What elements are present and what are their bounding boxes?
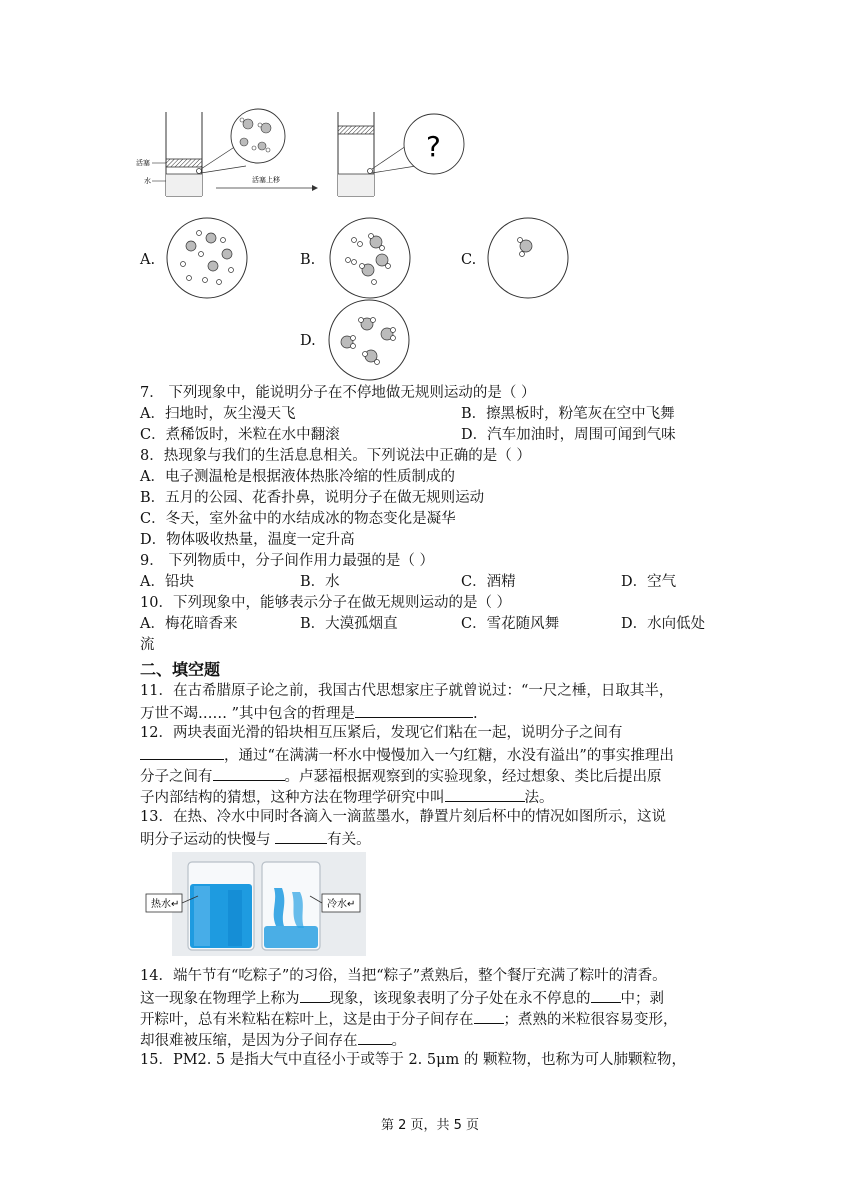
q14-text-3a: 开粽叶，总有米粒粘在粽叶上，这是由于分子间存在 (140, 1012, 474, 1028)
q12-text-3b: 。卢瑟福根据观察到的实验现象，经过想象、类比后提出原 (284, 769, 662, 785)
q11-text: 万世不竭…… ”其中包含的哲理是 (140, 706, 356, 722)
piston-label: 活塞 (136, 159, 150, 167)
piston-experiment-figure (136, 108, 476, 200)
q12-answer-blank-3[interactable] (445, 786, 525, 802)
q12-line-2 (140, 744, 674, 766)
page-footer: 第 2 页，共 5 页 (380, 1118, 480, 1133)
q14-answer-blank-1[interactable] (300, 987, 330, 1003)
q14-answer-blank-4[interactable] (358, 1029, 392, 1045)
q6-option-c-diagram (486, 216, 570, 300)
q13-text-2a: 明分子运动的快慢与 (140, 832, 276, 848)
q6-option-a-diagram (165, 216, 249, 300)
ink-diffusion-photo (142, 852, 366, 956)
q12-answer-blank-2[interactable] (213, 765, 285, 781)
q10-option-c: C．雪花随风舞 (461, 616, 560, 632)
q8-option-a: A．电子测温枪是根据液体热胀冷缩的性质制成的 (140, 469, 455, 485)
q12-text-3a: 分子之间有 (140, 769, 213, 785)
q13-text-2b: 有关。 (327, 832, 371, 848)
q7-option-d: D．汽车加油时，周围可闻到气味 (461, 427, 676, 443)
q11-line-1: 11．在古希腊原子论之前，我国古代思想家庄子就曾说过：“一尺之棰，日取其半， (140, 683, 674, 699)
q13-answer-blank[interactable] (275, 828, 327, 844)
q6-option-b-label: B. (300, 252, 316, 268)
q8-option-d: D．物体吸收热量，温度一定升高 (140, 532, 355, 548)
q9-option-a: A．铅块 (140, 574, 194, 590)
q12-answer-blank-1[interactable] (140, 744, 224, 760)
q6-option-b-diagram (328, 216, 412, 300)
q8-option-b: B．五月的公园、花香扑鼻，说明分子在做无规则运动 (140, 490, 485, 506)
q11-answer-blank[interactable] (355, 702, 473, 718)
q6-option-a-label: A. (140, 252, 156, 268)
q8-option-c: C．冬天，室外盆中的水结成冰的物态变化是凝华 (140, 511, 456, 527)
q10-option-d-continued: 流 (140, 637, 155, 653)
q8-stem: 8．热现象与我们的生活息息相关。下列说法中正确的是（ ） (140, 448, 531, 464)
water-label: 水 (144, 177, 151, 185)
q12-text-4a: 子内部结构的猜想，这种方法在物理学研究中叫 (140, 790, 445, 806)
q12-text-2: ，通过“在满满一杯水中慢慢加入一勺红糖，水没有溢出”的事实推理出 (224, 748, 674, 764)
q12-line-3 (140, 765, 662, 787)
q10-option-b: B．大漠孤烟直 (300, 616, 398, 632)
q6-option-d-label: D. (300, 333, 316, 349)
q14-text-3b: ；煮熟的米粒很容易变形， (503, 1012, 678, 1028)
q14-text-2c: 中；剥 (620, 991, 664, 1007)
q9-stem: 9． 下列物质中，分子间作用力最强的是（ ） (140, 553, 434, 569)
q7-option-a: A．扫地时，灰尘漫天飞 (140, 406, 296, 422)
q10-stem: 10．下列现象中，能够表示分子在做无规则运动的是（ ） (140, 595, 512, 611)
q9-option-c: C．酒精 (461, 574, 516, 590)
q6-option-c-label: C. (461, 252, 477, 268)
q14-answer-blank-2[interactable] (591, 987, 621, 1003)
q14-answer-blank-3[interactable] (474, 1008, 504, 1024)
q9-option-d: D．空气 (621, 574, 677, 590)
q10-option-d: D．水向低处 (621, 616, 706, 632)
cold-water-label: 冷水↵ (327, 899, 356, 910)
q14-text-4b: 。 (391, 1033, 406, 1049)
q15-line-1: 15．PM2. 5 是指大气中直径小于或等于 2. 5μm 的 颗粒物，也称为可人肺颗粒物， (140, 1052, 686, 1068)
hot-water-label: 热水↵ (151, 899, 180, 910)
q14-line-1: 14．端午节有“吃粽子”的习俗，当把“粽子”煮熟后，整个餐厅充满了粽叶的清香。 (140, 968, 667, 984)
q14-line-4 (140, 1029, 406, 1051)
section-heading-fill-in: 二、填空题 (140, 660, 221, 679)
q14-line-2 (140, 987, 664, 1009)
q13-line-2 (140, 828, 371, 850)
q6-option-d-diagram (327, 298, 411, 382)
q11-line-2 (140, 702, 478, 724)
q12-line-1: 12．两块表面光滑的铅块相互压紧后，发现它们粘在一起，说明分子之间有 (140, 725, 623, 741)
q14-line-3 (140, 1008, 678, 1030)
q7-option-b: B．擦黑板时，粉笔灰在空中飞舞 (461, 406, 675, 422)
q12-line-4 (140, 786, 554, 808)
q7-option-c: C．煮稀饭时，米粒在水中翻滚 (140, 427, 340, 443)
q11-period: . (473, 706, 478, 722)
q14-text-2b: 现象，该现象表明了分子处在永不停息的 (329, 991, 591, 1007)
q13-line-1: 13．在热、冷水中同时各滴入一滴蓝墨水，静置片刻后杯中的情况如图所示，这说 (140, 809, 666, 825)
q12-text-4b: 法。 (524, 790, 554, 806)
q10-option-a: A．梅花暗香来 (140, 616, 238, 632)
q14-text-4a: 却很难被压缩，是因为分子间存在 (140, 1033, 358, 1049)
question-mark: ? (426, 130, 441, 163)
q14-text-2a: 这一现象在物理学上称为 (140, 991, 300, 1007)
q9-option-b: B．水 (300, 574, 340, 590)
arrow-label: 活塞上移 (252, 176, 280, 184)
q7-stem: 7． 下列现象中，能说明分子在不停地做无规则运动的是（ ） (140, 385, 536, 401)
